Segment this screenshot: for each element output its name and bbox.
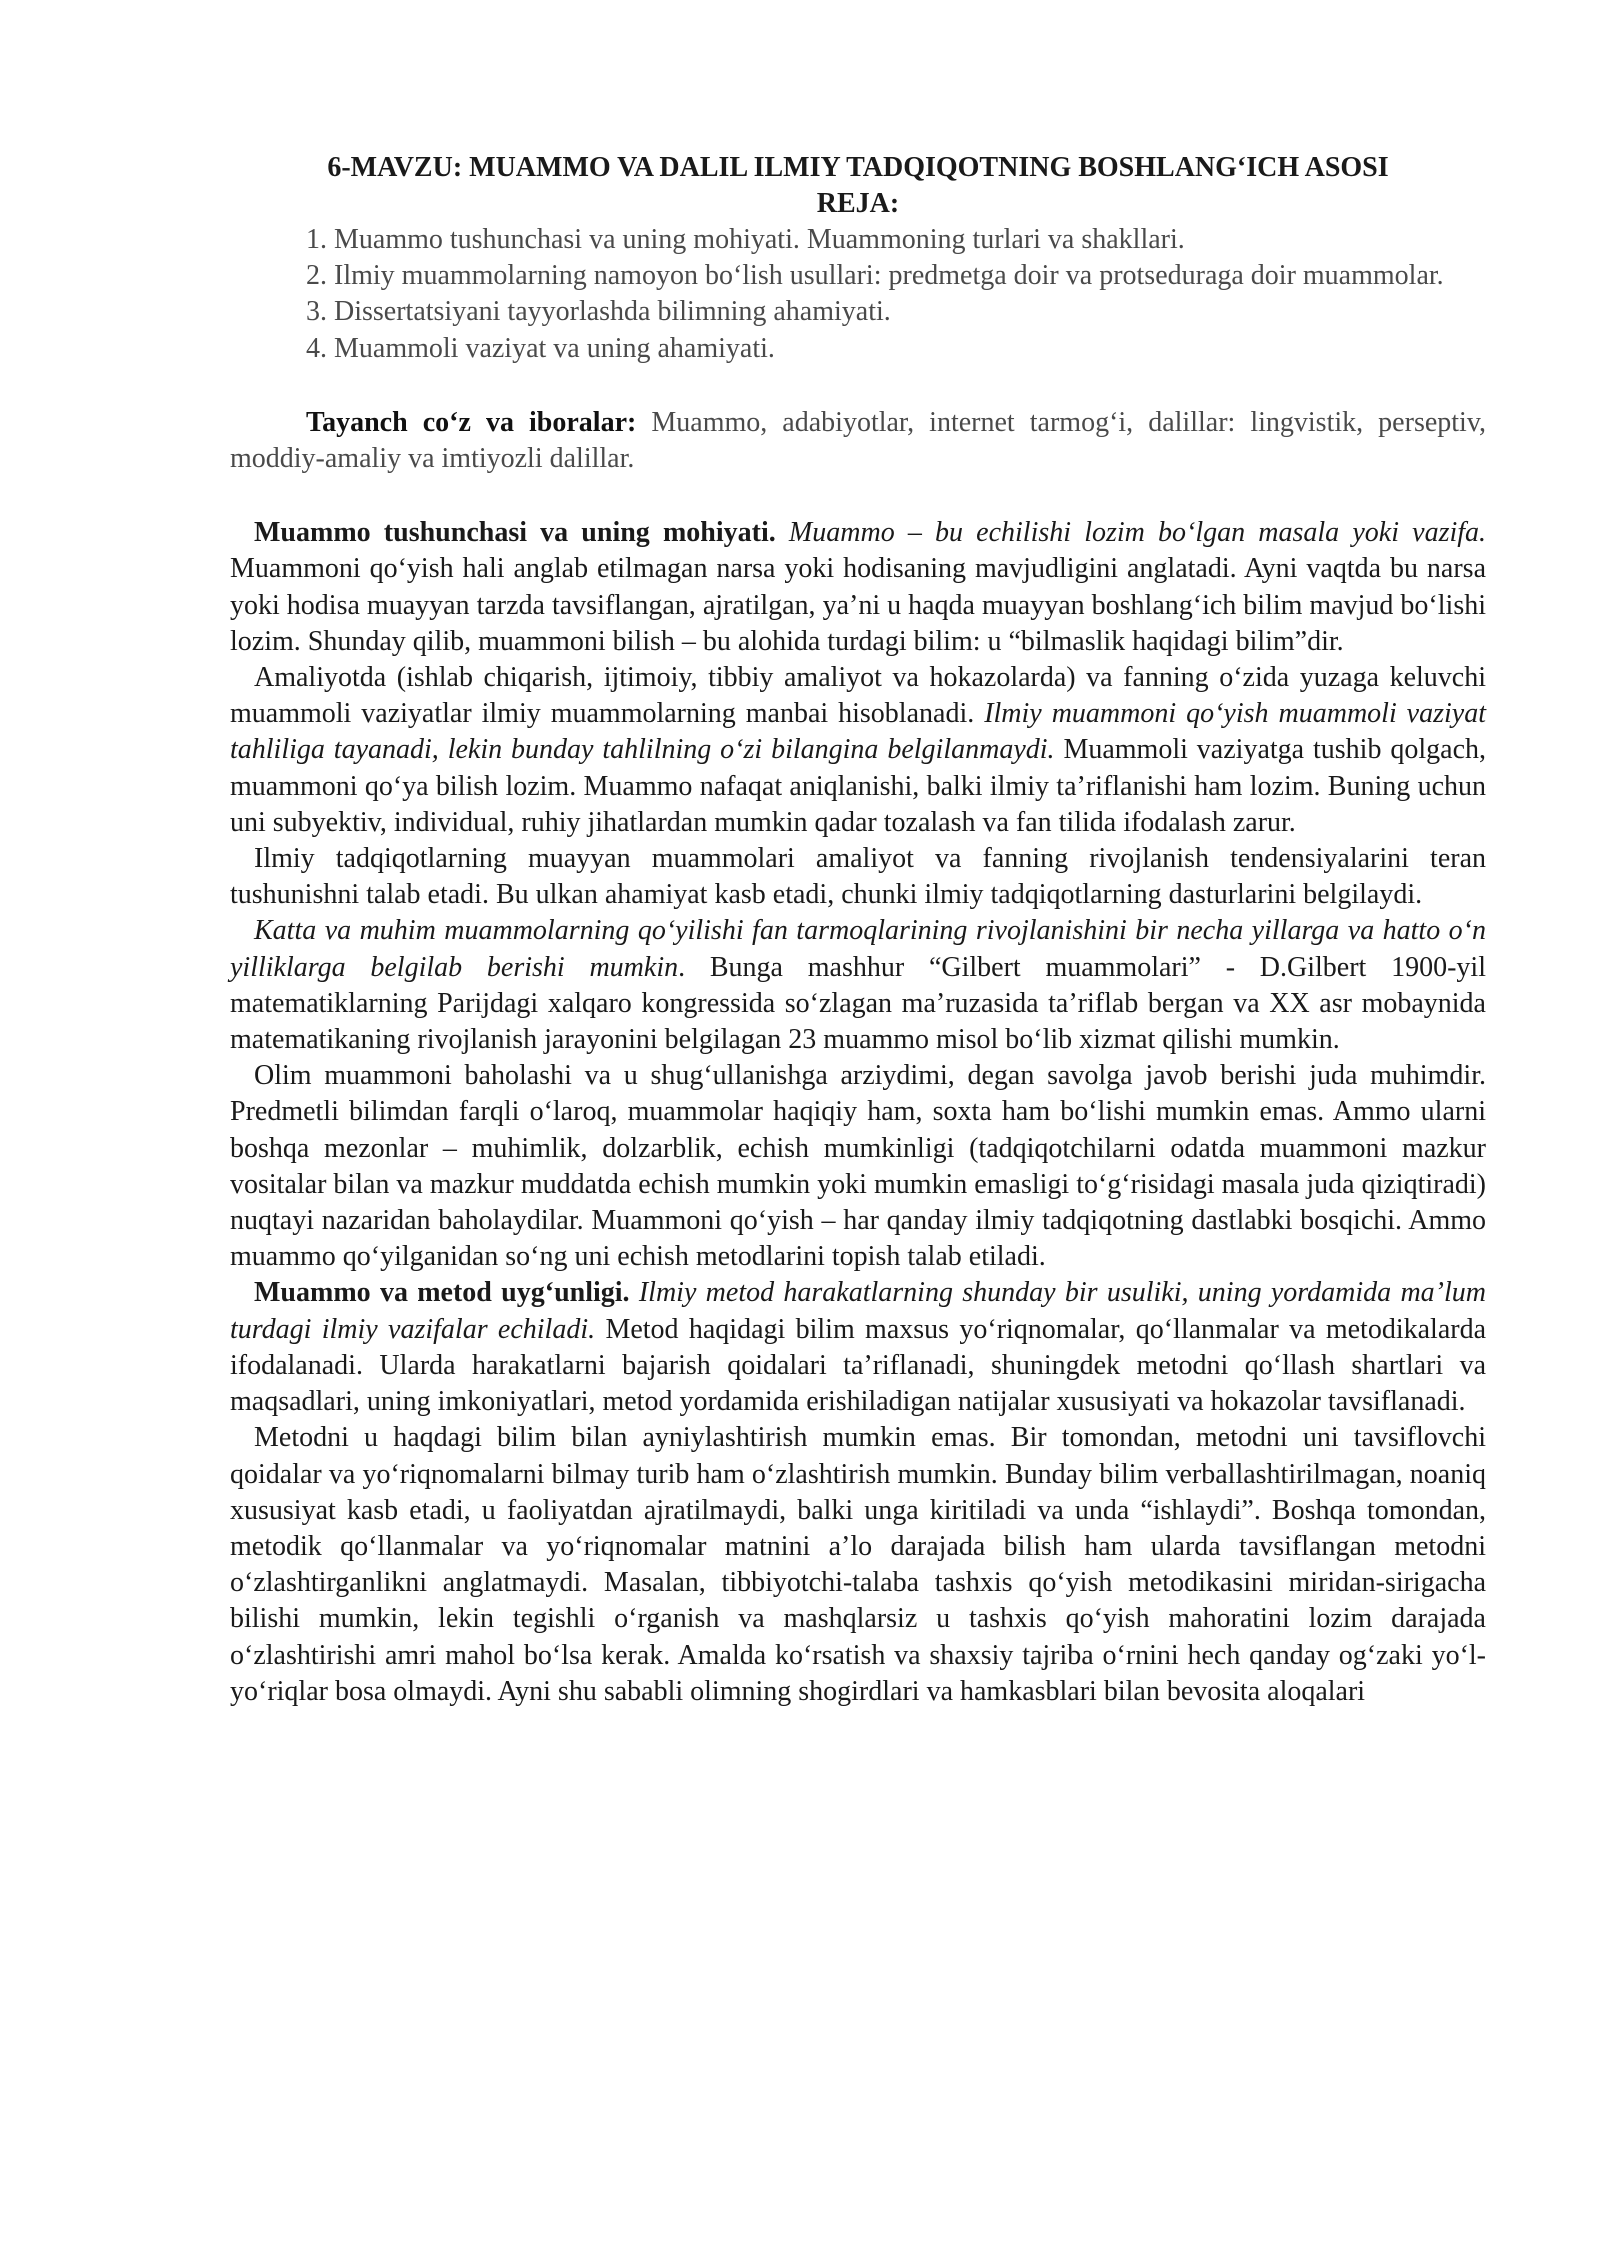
plan-item: 4. Muammoli vaziyat va uning ahamiyati. — [306, 332, 775, 364]
plan-item: 1. Muammo tushunchasi va uning mohiyati. Muammoning turlari va shakllari. — [306, 224, 1185, 255]
text-run: Metod haqidagi bilim maxsus yo‘riqnomalar, qo‘llanmalar va metodikalarda ifodalanadi. Ularda harakatlarni bajarish qoidalari ta’riflanadi, shuningdek metodni qo‘llash shartlari va maqsadlari, uning imkoniyatlari, metod yordamida erishiladigan natijalar xususiyati va hokazolar tavsiflanadi. — [230, 1313, 1487, 1418]
plan-heading: REJA: — [816, 188, 900, 219]
keywords-paragraph — [230, 405, 1486, 477]
body-paragraph — [230, 841, 1486, 913]
body-paragraph — [230, 1275, 1486, 1420]
italic-run: Muammo – bu echilishi lozim bo‘lgan masala yoki vazifa. — [788, 517, 1487, 549]
keywords-label: Tayanch co‘z va iboralar: — [306, 406, 637, 438]
body-paragraph — [230, 660, 1486, 841]
body-paragraph — [230, 1058, 1486, 1275]
plan-list — [230, 222, 1486, 367]
text-run — [776, 517, 789, 548]
document-page — [230, 150, 1486, 1710]
bold-run: Muammo tushunchasi va uning mohiyati. — [254, 517, 776, 549]
document-title: 6-MAVZU: MUAMMO VA DALIL ILMIY TADQIQOTNING BOSHLANG‘ICH ASOSI — [327, 152, 1389, 183]
body-text — [230, 515, 1486, 1710]
text-run — [630, 1277, 639, 1308]
text-run: Muammoli vaziyatga tushib qolgach, muammoni qo‘ya bilish lozim. Muammo nafaqat aniqlanishi, balki ilmiy ta’riflanishi ham lozim. Buning uchun uni subyektiv, individual, ruhiy jihatlardan mumkin qadar tozalash va fan tilida ifodalash zarur. — [230, 734, 1486, 838]
text-run: Muammoni qo‘yish hali anglab etilmagan narsa yoki hodisaning mavjudligini anglatadi. Ayni vaqtda bu narsa yoki hodisa muayyan tarzda tavsiflangan, ajratilgan, ya’ni u haqda muayyan boshlang‘ich bilim mavjud bo‘lishi lozim. Shunday qilib, muammoni bilish – bu alohida turdagi bilim: u “bilmaslik haqidagi bilim”dir. — [230, 553, 1486, 657]
italic-run: Ilmiy metod harakatlarning shunday bir usuliki, uning yordamida ma’lum turdagi ilmiy vazifalar echiladi. — [230, 1277, 1486, 1345]
text-run: . Bunga mashhur “Gilbert muammolari” - D.Gilbert 1900-yil matematiklarning Parijdagi xalqaro kongressida so‘zlagan ma’ruzasida ta’riflab bergan va XX asr mobaynida matematikaning rivojlanish jarayonini belgilagan 23 muammo misol bo‘lib xizmat qilishi mumkin. — [230, 951, 1486, 1056]
body-paragraph — [230, 1420, 1486, 1710]
italic-run: Ilmiy muammoni qo‘yish muammoli vaziyat tahliliga tayanadi, lekin bunday tahlilning o‘zi bilangina belgilanmaydi. — [230, 698, 1486, 766]
text-run: Metodni u haqdagi bilim bilan ayniylashtirish mumkin emas. Bir tomondan, metodni uni tavsiflovchi qoidalar va yo‘riqnomalarni bilmay turib ham o‘zlashtirish mumkin. Bunday bilim verballashtirilmagan, noaniq xususiyat kasb etadi, u faoliyatdan ajratilmaydi, balki unga kiritiladi va unda “ishlaydi”. Boshqa tomondan, metodik qo‘llanmalar va yo‘riqnomalar matnini a’lo darajada bilish ham ularda tavsiflangan metodni o‘zlashtirganlikni anglatmaydi. Masalan, tibbiyotchi-talaba tashxis qo‘yish metodikasini miridan-sirigacha bilishi mumkin, lekin tegishli o‘rganish va mashqlarsiz u tashxis qo‘yish mahoratini lozim darajada o‘zlashtirishi amri mahol bo‘lsa kerak. Amalda ko‘rsatish va shaxsiy tajriba o‘rnini hech qanday og‘zaki yo‘l-yo‘riqlar bosa olmaydi. Ayni shu sababli olimning shogirdlari va hamkasblari bilan bevosita aloqalari — [230, 1422, 1486, 1707]
body-paragraph — [230, 515, 1486, 660]
text-run: Olim muammoni baholashi va u shug‘ullanishga arziydimi, degan savolga javob berishi juda muhimdir. Predmetli bilimdan farqli o‘laroq, muammolar haqiqiy ham, soxta ham bo‘lishi mumkin emas. Ammo ularni boshqa mezonlar – muhimlik, dolzarblik, echish mumkinligi (tadqiqotchilarni odatda muammoni mazkur vositalar bilan va mazkur muddatda echish mumkin yoki mumkin emasligi to‘g‘risidagi masala juda qiziqtiradi) nuqtayi nazaridan baholaydilar. Muammoni qo‘yish – har qanday ilmiy tadqiqotning dastlabki bosqichi. Ammo muammo qo‘yilganidan so‘ng uni echish metodlarini topish talab etiladi. — [230, 1060, 1486, 1273]
plan-item: 3. Dissertatsiyani tayyorlashda bilimning ahamiyati. — [306, 296, 891, 328]
keywords-text: Muammo, adabiyotlar, internet tarmog‘i, dalillar: lingvistik, perseptiv, moddiy-amaliy va imtiyozli dalillar. — [230, 406, 1487, 475]
body-paragraph — [230, 913, 1486, 1058]
plan-item: 2. Ilmiy muammolarning namoyon bo‘lish usullari: predmetga doir va protseduraga doir muammolar. — [306, 260, 1444, 292]
text-run: Ilmiy tadqiqotlarning muayyan muammolari amaliyot va fanning rivojlanish tendensiyalarini teran tushunishni talab etadi. Bu ulkan ahamiyat kasb etadi, chunki ilmiy tadqiqotlarning dasturlarini belgilaydi. — [230, 843, 1486, 911]
text-run: Amaliyotda (ishlab chiqarish, ijtimoiy, tibbiy amaliyot va hokazolarda) va fanning o‘zida yuzaga keluvchi muammoli vaziyatlar ilmiy muammolarning manbai hisoblanadi. — [230, 662, 1486, 730]
bold-run: Muammo va metod uyg‘unligi. — [254, 1277, 630, 1309]
italic-run: Katta va muhim muammolarning qo‘yilishi fan tarmoqlarining rivojlanishini bir necha yillarga va hatto o‘n yilliklarga belgilab berishi mumkin — [230, 915, 1486, 983]
